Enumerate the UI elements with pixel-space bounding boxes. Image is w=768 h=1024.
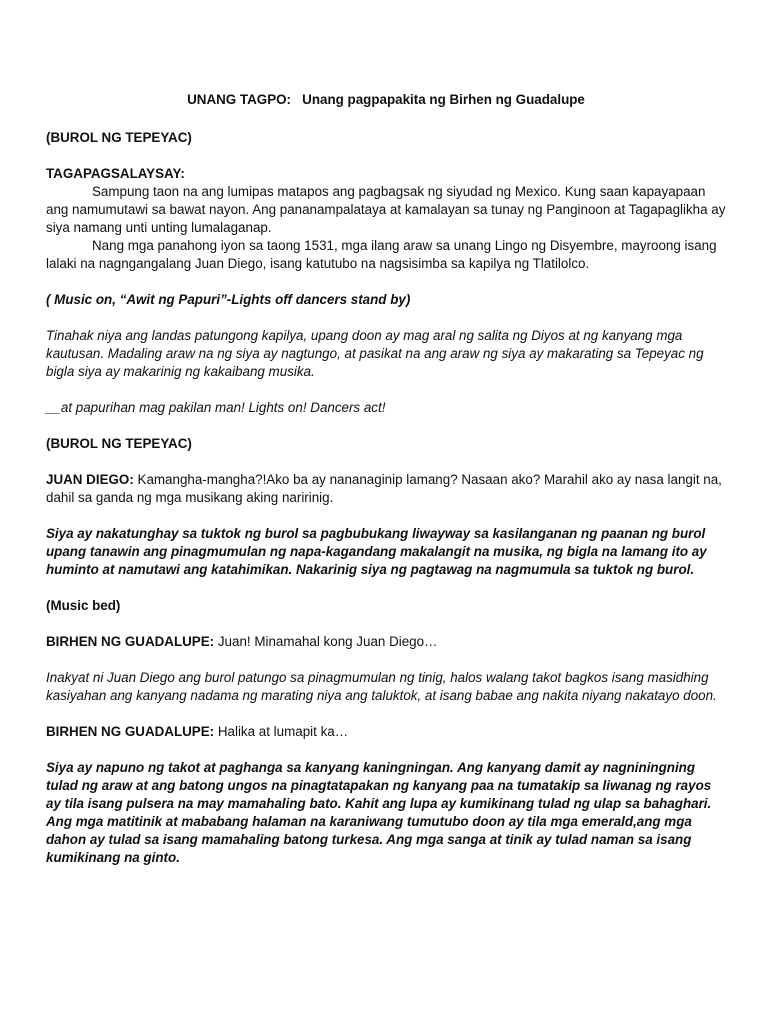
dialogue-birhen (46, 723, 726, 741)
stage-direction: Siya ay napuno ng takot at paghanga sa kanyang kaningningan. Ang kanyang damit ay nagniningning tulad ng araw at ang batong ungos na pinagtatapakan ng kanyang paa na tumatakip sa liwanag ng rayos ay tila isang pulsera na may mamahaling bato. Kahit ang lupa ay kumikinang tulad ng ulap sa bahaghari. Ang mga matitinik at mababang halaman na karaniwang tumutubo doon ay tila mga emerald,ang mga dahon ay tulad sa isang mamahaling batong turkesa. Ang mga sanga at tinik ay tulad naman sa isang kumikinang na ginto. (46, 760, 712, 865)
dialogue-text: Juan! Minamahal kong Juan Diego… (214, 634, 438, 649)
dialogue-text: Kamangha-mangha?!Ako ba ay nananaginip lamang? Nasaan ako? Marahil ako ay nasa langit na, dahil sa ganda ng mga musikang aking naririnig. (46, 472, 722, 505)
dialogue-birhen (46, 633, 726, 651)
scene-heading: (BUROL NG TEPEYAC) (46, 130, 192, 145)
stage-cue: ( Music on, “Awit ng Papuri”-Lights off dancers stand by) (46, 292, 411, 307)
narration-paragraph: Nang mga panahong iyon sa taong 1531, mga ilang araw sa unang Lingo ng Disyembre, mayroong isang lalaki na nagngangalang Juan Diego, isang katutubo na nagsisimba sa kapilya ng Tlatilolco. (46, 238, 717, 271)
narration-paragraph: Inakyat ni Juan Diego ang burol patungo sa pinagmumulan ng tinig, halos walang takot bagkos isang masidhing kasiyahan ang kanyang nadama ng marating niya ang taluktok, at isang babae ang nakita niyang nakatayo doon. (46, 670, 717, 703)
speaker-label-birhen: BIRHEN NG GUADALUPE: (46, 724, 215, 739)
page-title: UNANG TAGPO: Unang pagpapakita ng Birhen ng Guadalupe (187, 92, 585, 107)
speaker-label-birhen: BIRHEN NG GUADALUPE: (46, 634, 215, 649)
speaker-label-juan-diego: JUAN DIEGO: (46, 472, 134, 487)
dialogue-text: Halika at lumapit ka… (214, 724, 349, 739)
narration-paragraph: Tinahak niya ang landas patungong kapilya, upang doon ay mag aral ng salita ng Diyos at ng kanyang mga kautusan. Madaling araw na ng siya ay nagtungo, at pasikat na ang araw ng siya ay makarating sa Tepeyac ng bigla siya ay makarinig ng kakaibang musika. (46, 328, 704, 379)
document-page (46, 91, 726, 867)
scene-heading: (BUROL NG TEPEYAC) (46, 436, 192, 451)
stage-direction: Siya ay nakatunghay sa tuktok ng burol sa pagbubukang liwayway sa kasilanganan ng paanan ng burol upang tanawin ang pinagmumulan ng napa-kagandang makalangit na musika, ng bigla na lamang ito ay huminto at namutawi ang katahimikan. Nakarinig siya ng pagtawag na nagmumula sa tuktok ng burol. (46, 526, 707, 577)
narration-paragraph: Sampung taon na ang lumipas matapos ang pagbagsak ng siyudad ng Mexico. Kung saan kapayapaan ang namumutawi sa bawat nayon. Ang pananampalataya at kamalayan sa tunay ng Panginoon at Tagapaglikha ay siya namang unti unting lumalaganap. (46, 184, 726, 235)
stage-cue: __at papurihan mag pakilan man! Lights on! Dancers act! (46, 400, 386, 415)
speaker-label-narrator: TAGAPAGSALAYSAY: (46, 166, 185, 181)
stage-cue: (Music bed) (46, 598, 121, 613)
dialogue-juan-diego (46, 471, 726, 507)
